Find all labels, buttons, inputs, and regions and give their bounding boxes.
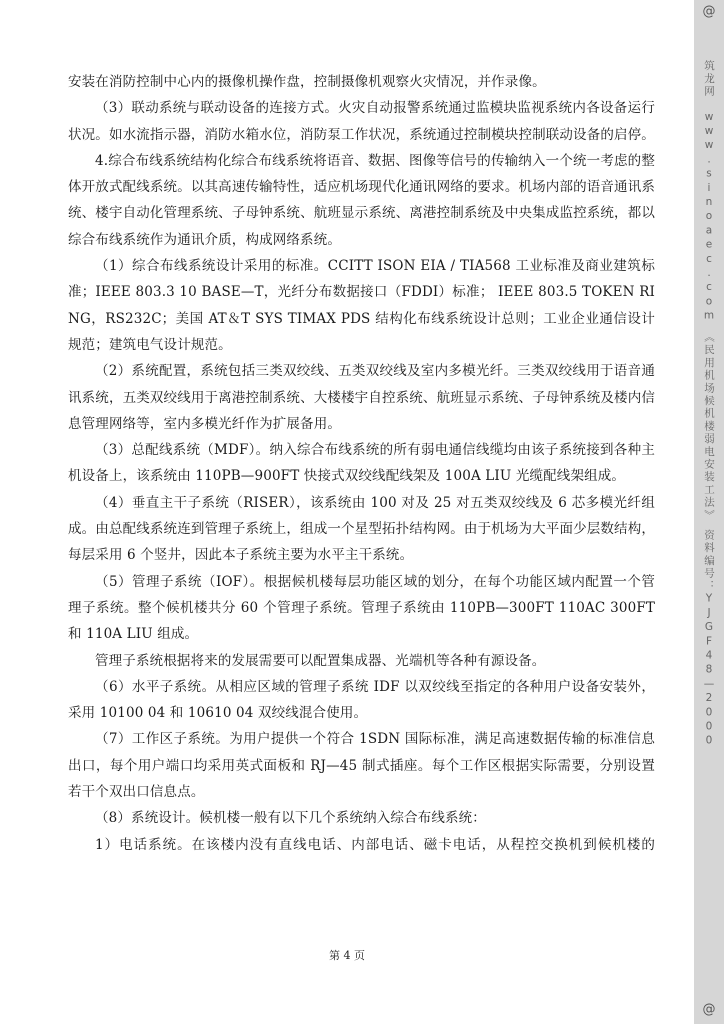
copyright-mark-top: @: [702, 4, 716, 19]
paragraph: 管理子系统根据将来的发展需要可以配置集成器、光端机等各种有源设备。: [95, 652, 546, 669]
paragraph: （6）水平子系统。从相应区域的管理子系统 IDF 以双绞线至指定的各种用户设备安装外，采用 10100 04 和 10610 04 双绞线混合使用。: [68, 678, 655, 722]
paragraph: 4.综合布线系统结构化综合布线系统将语音、数据、图像等信号的传输纳入一个统一考虑的整体开放式配线系统。以其高速传输特性，适应机场现代化通讯网络的要求。机场内部的语音通讯系统、楼宇自动化管理系统、子母钟系统、航班显示系统、离港控制系统及中央集成监控系统，都以综合布线系统作为通讯介质，构成网络系统。: [68, 152, 655, 248]
paragraph: （8）系统设计。候机楼一般有以下几个系统纳入综合布线系统：: [95, 810, 486, 827]
paragraph: （7）工作区子系统。为用户提供一个符合 1SDN 国际标准，满足高速数据传输的标准信息出口，每个用户端口均采用英式面板和 RJ—45 制式插座。每个工作区根据实际需要，分别设置若干个双出口信息点。: [68, 731, 655, 801]
paragraph: （3）联动系统与联动设备的连接方式。火灾自动报警系统通过监模块监视系统内各设备运行状况。如水流指示器，消防水箱水位，消防泵工作状况，系统通过控制模块控制联动设备的启停。: [68, 100, 655, 143]
paragraph: （4）垂直主干子系统（RISER），该系统由 100 对及 25 对五类双绞线及 6 芯多模光纤组成。由总配线系统连到管理子系统上，组成一个星型拓扑结构网。由于机场为大平面少层数结构，每层采用 6 个竖井，因此本子系统主要为水平主干系统。: [68, 494, 655, 564]
paragraph: （5）管理子系统（IOF）。根据候机楼每层功能区域的划分，在每个功能区域内配置一个管理子系统。整个候机楼共分 60 个管理子系统。管理子系统由 110PB—300FT 110AC 300FT 和 110A LIU 组成。: [68, 573, 655, 643]
body-text: [68, 69, 655, 858]
paragraph: （1）综合布线系统设计采用的标准。CCITT ISON EIA / TIA568 工业标准及商业建筑标准；IEEE 803.3 10 BASE—T，光纤分布数据接口（FDDI）标准； IEEE 803.5 TOKEN RING，RS232C；美国 AT＆T SYS TIMAX PDS 结构化布线系统设计总则；工业企业通信设计规范；建筑电气设计规范。: [68, 258, 655, 353]
paragraph: 安装在消防控制中心内的摄像机操作盘，控制摄像机观察火灾情况，并作录像。: [68, 74, 546, 90]
paragraph: （3）总配线系统（MDF）。纳入综合布线系统的所有弱电通信线缆均由该子系统接到各种主机设备上，该系统由 110PB—900FT 快接式双绞线配线架及 100A LIU 光缆配线架组成。: [68, 442, 655, 485]
sidebar-vertical-text: 筑龙网 www.sinoaec.com 《民用机场候机楼弱电安装工法》 资料编号：YJGF48—2000: [703, 60, 715, 749]
paragraph: （2）系统配置，系统包括三类双绞线、五类双绞线及室内多模光纤。三类双绞线用于语音通讯系统，五类双绞线用于离港控制系统、大楼楼宇自控系统、航班显示系统、子母钟系统及楼内信息管理网络等，室内多模光纤作为扩展备用。: [68, 363, 655, 432]
copyright-mark-bottom: @: [702, 1002, 716, 1017]
watermark-sidebar: [694, 0, 724, 1024]
paragraph: 1）电话系统。在该楼内没有直线电话、内部电话、磁卡电话，从程控交换机到候机楼的: [95, 836, 655, 853]
page-number: 第 4 页: [329, 949, 365, 962]
